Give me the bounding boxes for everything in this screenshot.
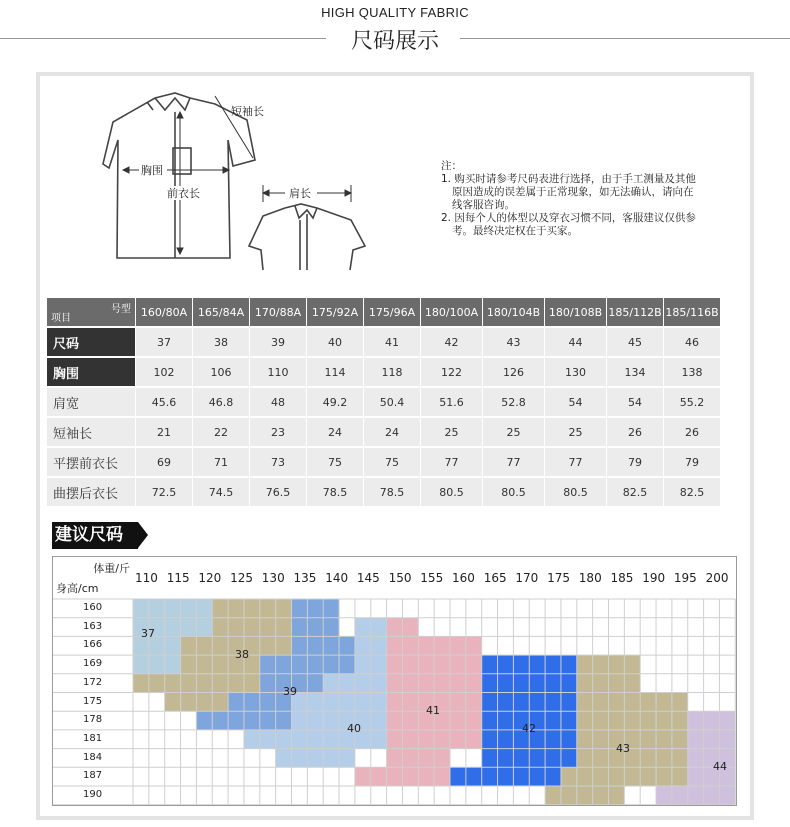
weight-label: 200 (705, 571, 729, 585)
height-label: 175 (83, 695, 103, 707)
size-table-cell: 126 (483, 358, 544, 386)
size-table-row (47, 328, 720, 356)
size-table-cell: 51.6 (421, 388, 482, 416)
size-table-cell: 114 (307, 358, 363, 386)
size-table-cell: 21 (136, 418, 192, 446)
size-table-cell: 25 (483, 418, 544, 446)
size-table-cell: 78.5 (307, 478, 363, 506)
weight-label: 185 (610, 571, 634, 585)
notes-line1b: 原因造成的误差属于正常现象，如无法确认，请向在 (452, 186, 694, 198)
height-label: 169 (83, 658, 103, 670)
height-label: 178 (83, 714, 103, 726)
size-table-cell: 76.5 (250, 478, 306, 506)
size-table-cell: 55.2 (664, 388, 720, 416)
notes-title: 注： (441, 160, 462, 172)
size-region-label: 42 (522, 722, 536, 735)
height-label: 190 (83, 789, 103, 800)
size-table-cell: 73 (250, 448, 306, 476)
size-column-header: 180/108B (545, 298, 606, 326)
size-table-cell: 80.5 (483, 478, 544, 506)
size-table-cell: 77 (483, 448, 544, 476)
weight-label: 150 (388, 571, 412, 585)
size-table-cell: 82.5 (664, 478, 720, 506)
size-table-cell: 106 (193, 358, 249, 386)
size-table-cell: 46 (664, 328, 720, 356)
size-region-label: 38 (235, 648, 249, 661)
recommend-title: 建议尺码 (52, 522, 138, 549)
size-table-cell: 50.4 (364, 388, 420, 416)
weight-label: 170 (515, 571, 539, 585)
size-table-cell: 45 (607, 328, 663, 356)
height-label: 163 (83, 620, 103, 632)
size-table-cell: 38 (193, 328, 249, 356)
recommend-grid (52, 556, 737, 806)
notes-line2b: 考。最终决定权在于买家。 (452, 225, 578, 237)
weight-label: 130 (261, 571, 285, 585)
size-table-cell: 46.8 (193, 388, 249, 416)
size-table-cell: 118 (364, 358, 420, 386)
size-table-cell: 26 (664, 418, 720, 446)
recommend-title-arrow (138, 522, 148, 548)
weight-label: 180 (578, 571, 602, 585)
shirt-diagram (95, 90, 385, 280)
corner-label-item: 项目 (51, 313, 71, 324)
size-table-row (47, 388, 720, 416)
height-label: 181 (83, 732, 103, 744)
label-chest: 胸围 (141, 164, 163, 177)
size-column-header: 175/92A (307, 298, 363, 326)
weight-axis-label: 体重/斤 (93, 562, 130, 575)
size-table-cell: 24 (307, 418, 363, 446)
size-table-cell: 37 (136, 328, 192, 356)
size-table-cell: 52.8 (483, 388, 544, 416)
weight-label: 175 (547, 571, 570, 585)
weight-label: 140 (325, 571, 349, 585)
size-column-header: 160/80A (136, 298, 192, 326)
size-table-cell: 54 (545, 388, 606, 416)
notes-line1a: 1. 购买时请参考尺码表进行选择，由于手工测量及其他 (441, 173, 696, 185)
size-region-label: 41 (426, 704, 440, 717)
size-table-header (47, 298, 720, 326)
weight-label: 120 (198, 571, 222, 585)
size-region-label: 44 (713, 760, 727, 773)
size-table-cell: 82.5 (607, 478, 663, 506)
size-table-cell: 26 (607, 418, 663, 446)
size-table-cell: 77 (421, 448, 482, 476)
height-label: 166 (83, 639, 103, 651)
height-label: 172 (83, 676, 103, 688)
weight-label: 195 (673, 571, 697, 585)
height-label: 187 (83, 770, 103, 782)
size-column-header: 185/112B (607, 298, 663, 326)
size-table-cell: 39 (250, 328, 306, 356)
size-table-cell: 24 (364, 418, 420, 446)
size-region-label: 43 (616, 742, 630, 755)
size-table (46, 296, 721, 508)
weight-label: 110 (135, 571, 158, 585)
size-table-cell: 41 (364, 328, 420, 356)
size-table-cell: 69 (136, 448, 192, 476)
weight-label: 165 (483, 571, 507, 585)
size-column-header: 180/100A (421, 298, 482, 326)
size-table-cell: 23 (250, 418, 306, 446)
weight-label: 125 (230, 571, 253, 585)
label-sleeve: 短袖长 (231, 105, 264, 118)
size-table-cell: 25 (421, 418, 482, 446)
size-table-cell: 130 (545, 358, 606, 386)
size-region-label: 40 (347, 722, 361, 735)
size-table-cell: 72.5 (136, 478, 192, 506)
weight-label: 190 (642, 571, 666, 585)
size-table-cell: 54 (607, 388, 663, 416)
notes (441, 160, 731, 238)
size-table-cell: 42 (421, 328, 482, 356)
size-table-cell: 49.2 (307, 388, 363, 416)
size-table-cell: 74.5 (193, 478, 249, 506)
size-column-header: 185/116B (664, 298, 720, 326)
size-table-cell: 77 (545, 448, 606, 476)
size-table-cell: 45.6 (136, 388, 192, 416)
size-table-cell: 75 (307, 448, 363, 476)
size-table-cell: 78.5 (364, 478, 420, 506)
notes-line2a: 2. 因每个人的体型以及穿衣习惯不同，客服建议仅供参 (441, 212, 696, 224)
size-table-cell: 48 (250, 388, 306, 416)
size-row-label: 尺码 (47, 328, 135, 356)
size-table-cell: 79 (607, 448, 663, 476)
size-table-cell: 71 (193, 448, 249, 476)
weight-label: 115 (166, 571, 190, 585)
size-table-cell: 80.5 (545, 478, 606, 506)
size-row-label: 曲摆后衣长 (47, 478, 135, 506)
grid-lines (53, 557, 736, 805)
size-table-cell: 110 (250, 358, 306, 386)
size-table-cell: 25 (545, 418, 606, 446)
size-table-cell: 75 (364, 448, 420, 476)
corner-label-size: 号型 (111, 304, 131, 315)
weight-label: 155 (420, 571, 444, 585)
size-table-cell: 122 (421, 358, 482, 386)
size-table-cell: 79 (664, 448, 720, 476)
size-column-header: 180/104B (483, 298, 544, 326)
label-shoulder: 肩长 (289, 187, 311, 200)
size-table-cell: 22 (193, 418, 249, 446)
size-table-cell: 102 (136, 358, 192, 386)
size-row-label: 肩宽 (47, 388, 135, 416)
size-table-cell: 43 (483, 328, 544, 356)
weight-label: 135 (293, 571, 317, 585)
size-table-cell: 134 (607, 358, 663, 386)
height-label: 160 (83, 602, 103, 613)
size-table-row (47, 478, 720, 506)
size-table-cell: 138 (664, 358, 720, 386)
weight-label: 145 (356, 571, 380, 585)
size-row-label: 胸围 (47, 358, 135, 386)
size-column-header: 175/96A (364, 298, 420, 326)
size-column-header: 165/84A (193, 298, 249, 326)
size-region-label: 37 (141, 627, 155, 640)
height-axis-label: 身高/cm (56, 582, 99, 595)
size-table-cell: 44 (545, 328, 606, 356)
size-table-row (47, 358, 720, 386)
height-label: 184 (83, 751, 103, 763)
size-row-label: 平摆前衣长 (47, 448, 135, 476)
size-table-row (47, 418, 720, 446)
size-table-row (47, 448, 720, 476)
notes-line1c: 线客服咨询。 (452, 199, 515, 211)
size-table-cell: 40 (307, 328, 363, 356)
size-row-label: 短袖长 (47, 418, 135, 446)
size-column-header: 170/88A (250, 298, 306, 326)
size-table-corner (47, 298, 135, 326)
size-table-cell: 80.5 (421, 478, 482, 506)
label-front-length: 前衣长 (167, 187, 200, 200)
size-region-label: 39 (283, 685, 297, 698)
weight-label: 160 (452, 571, 475, 585)
header-english: HIGH QUALITY FABRIC (321, 5, 469, 20)
header-title: 尺码展示 (350, 29, 439, 54)
